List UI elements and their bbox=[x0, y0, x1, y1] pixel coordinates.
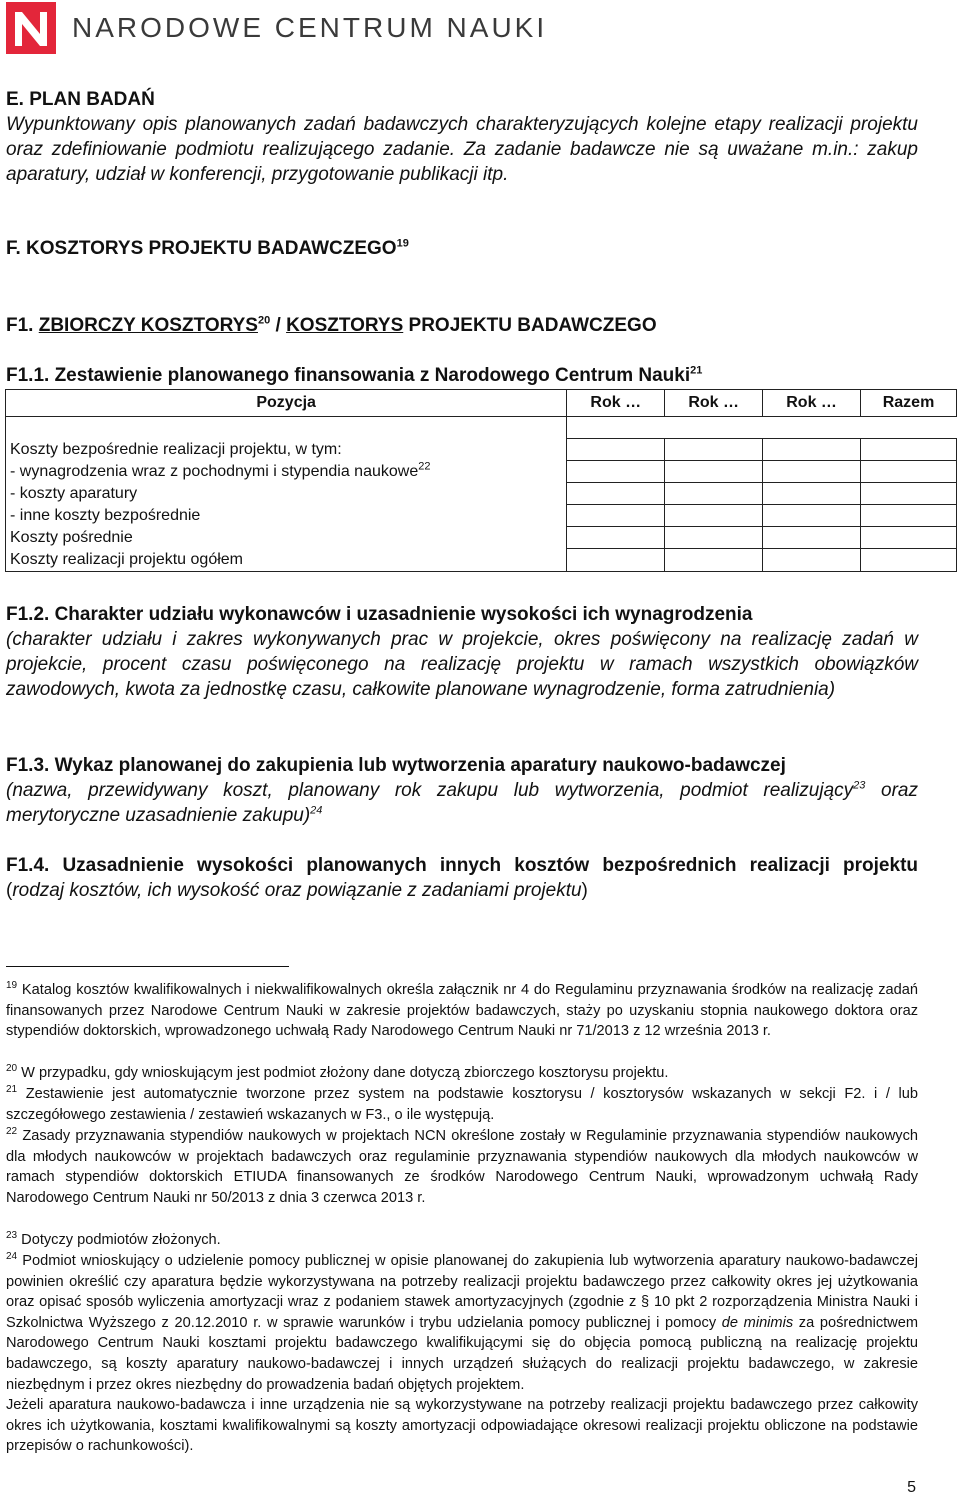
footnote-ref-22: 22 bbox=[418, 460, 431, 473]
f14-close: ) bbox=[581, 880, 588, 901]
row-label: - inne koszty bezpośrednie bbox=[6, 505, 567, 527]
table-cell[interactable] bbox=[861, 439, 957, 461]
table-row bbox=[6, 461, 957, 483]
f1-separator: / bbox=[270, 315, 287, 336]
table-cell[interactable] bbox=[861, 461, 957, 483]
footnote-21 bbox=[6, 1084, 918, 1125]
footnote-text: W przypadku, gdy wnioskującym jest podmiot złożony dane dotyczą zbiorczego kosztorysu projektu. bbox=[17, 1065, 669, 1081]
col-header-pozycja: Pozycja bbox=[6, 390, 567, 417]
f1-zbiorczy: ZBIORCZY KOSZTORYS bbox=[38, 315, 258, 336]
footnote-text: Jeżeli aparatura naukowo-badawcza i inne urządzenia nie są wykorzystywane na potrzeby realizacji projektu badawczego przez całkowity okres ich użytkowania, kosztami kwalifikowalnymi są koszty amortyzacji odpowiadające okresowi realizacji projektu obliczone na podstawie przepisów o rachunkowości). bbox=[6, 1397, 918, 1455]
table-cell[interactable] bbox=[763, 527, 861, 549]
table-cell[interactable] bbox=[763, 461, 861, 483]
section-f13-description bbox=[6, 778, 918, 828]
row-label bbox=[6, 461, 567, 483]
footnote-text: Dotyczy podmiotów złożonych. bbox=[17, 1232, 221, 1248]
table-cell[interactable] bbox=[861, 549, 957, 572]
table-cell[interactable] bbox=[665, 461, 763, 483]
footnote-ref-20: 20 bbox=[257, 314, 271, 327]
col-header-razem: Razem bbox=[861, 390, 957, 417]
table-cell[interactable] bbox=[665, 527, 763, 549]
footnote-24 bbox=[6, 1251, 918, 1457]
footnote-separator bbox=[6, 966, 289, 967]
footnote-number: 24 bbox=[6, 1251, 18, 1263]
f14-description: rodzaj kosztów, ich wysokość oraz powiązanie z zadaniami projektu bbox=[12, 880, 582, 901]
section-f12-description: (charakter udziału i zakres wykonywanych prac w projekcie, okres poświęcony na realizację zadań w projekcie, procent czasu poświęconego na realizację projektu w ramach wszystkich obowiązków zawodowych, kwota za jednostkę czasu, całkowite planowane wynagrodzenie, forma zatrudnienia) bbox=[6, 629, 918, 700]
table-cell[interactable] bbox=[665, 549, 763, 572]
section-f-title: F. KOSZTORYS PROJEKTU BADAWCZEGO bbox=[6, 238, 397, 259]
row-label: Koszty bezpośrednie realizacji projektu, w tym: bbox=[6, 439, 567, 461]
section-e-description: Wypunktowany opis planowanych zadań badawczych charakteryzujących kolejne etapy realizacji projektu oraz zdefiniowanie podmiotu realizującego zadanie. Za zadanie badawcze nie są uważane m.in.: zakup aparatury, udział w konferencji, przygotowanie publikacji itp. bbox=[6, 114, 918, 185]
footnote-text: Zestawienie jest automatycznie tworzone przez system na podstawie kosztorysu / kosztorysów wskazanych w sekcji F2. i / lub szczegółowego zestawienia / zestawień wskazanych w F3., o ile występują. bbox=[6, 1086, 918, 1123]
table-row bbox=[6, 439, 957, 461]
footnote-number: 22 bbox=[6, 1126, 18, 1138]
section-f11-heading bbox=[6, 363, 918, 388]
table-cell[interactable] bbox=[567, 527, 665, 549]
col-header-rok-1: Rok … bbox=[567, 390, 665, 417]
table-cell[interactable] bbox=[567, 461, 665, 483]
table-cell[interactable] bbox=[567, 483, 665, 505]
footnote-text: Podmiot wnioskujący o udzielenie pomocy publicznej w opisie planowanej do zakupienia lub wytworzenia aparatury naukowo-badawczej powinien określić czy aparatura będzie wykorzystywana na potrzeby realizacji projektu badawczego przez całkowity okres jej użytkowania oraz opisać sposób wyliczenia amortyzacji wraz z podaniem stawek amortyzacyjnych (zgodnie z § 10 pkt 2 rozporządzenia Ministra Nauki i Szkolnictwa Wyższego z 20.12.2010 r. w sprawie warunków i trybu udzielania pomocy publicznej i pomocy bbox=[6, 1253, 918, 1331]
footnote-ref-19: 19 bbox=[396, 237, 409, 250]
section-f13-heading: F1.3. Wykaz planowanej do zakupienia lub wytworzenia aparatury naukowo-badawczej bbox=[6, 755, 786, 776]
footnote-20 bbox=[6, 1063, 918, 1084]
row-label-text: - wynagrodzenia wraz z pochodnymi i stypendia naukowe bbox=[10, 462, 419, 480]
col-header-rok-2: Rok … bbox=[665, 390, 763, 417]
table-cell[interactable] bbox=[567, 505, 665, 527]
f13-desc-text: (nazwa, przewidywany koszt, planowany rok zakupu lub wytworzenia, podmiot realizujący bbox=[6, 780, 854, 801]
table-cell[interactable] bbox=[861, 505, 957, 527]
footnote-number: 20 bbox=[6, 1063, 18, 1075]
table-cell[interactable] bbox=[665, 505, 763, 527]
ncn-logo-icon bbox=[6, 2, 56, 54]
row-label: - koszty aparatury bbox=[6, 483, 567, 505]
table-row bbox=[6, 549, 957, 572]
row-label: Koszty realizacji projektu ogółem bbox=[6, 549, 567, 572]
table-cell[interactable] bbox=[763, 505, 861, 527]
f14-title: F1.4. Uzasadnienie wysokości planowanych innych kosztów bezpośrednich realizacji projektu bbox=[6, 855, 918, 876]
table-cell[interactable] bbox=[665, 439, 763, 461]
table-row bbox=[6, 483, 957, 505]
table-cell[interactable] bbox=[763, 549, 861, 572]
f1-kosztorys: KOSZTORYS bbox=[286, 315, 404, 336]
footnote-19 bbox=[6, 980, 918, 1042]
footnote-ref-24: 24 bbox=[310, 804, 323, 817]
footnote-text: za pośrednictwem Narodowego Centrum Nauki kosztami projektu badawczego kwalifikującymi się do objęcia pomocą publiczną na realizację projektu badawczego, są koszty aparatury naukowo-badawczej i innych urządzeń służących do realizacji projektu badawczego, w zakresie niezbędnym i przez okres niezbędny do prowadzenia badań objętych projektem. bbox=[6, 1314, 918, 1393]
logo-text: NARODOWE CENTRUM NAUKI bbox=[72, 12, 548, 43]
f14-open: ( bbox=[6, 880, 13, 901]
table-cell[interactable] bbox=[763, 483, 861, 505]
table-row bbox=[6, 505, 957, 527]
footnote-number: 19 bbox=[6, 980, 18, 992]
section-e-heading: E. PLAN BADAŃ bbox=[6, 89, 155, 110]
f1-suffix: PROJEKTU BADAWCZEGO bbox=[403, 315, 657, 336]
footnote-22 bbox=[6, 1126, 918, 1208]
budget-table bbox=[5, 389, 957, 572]
section-f14-heading bbox=[6, 853, 918, 903]
section-f-heading bbox=[6, 236, 918, 261]
f1-prefix: F1. bbox=[6, 315, 39, 336]
section-f12-heading: F1.2. Charakter udziału wykonawców i uzasadnienie wysokości ich wynagrodzenia bbox=[6, 604, 753, 625]
footnote-23 bbox=[6, 1230, 918, 1251]
table-cell[interactable] bbox=[567, 549, 665, 572]
col-header-rok-3: Rok … bbox=[763, 390, 861, 417]
table-cell[interactable] bbox=[861, 483, 957, 505]
footnote-text: Katalog kosztów kwalifikowalnych i niekwalifikowalnych określa załącznik nr 4 do Regulaminu przyznawania środków na realizację zadań finansowanych przez Narodowe Centrum Nauki w zakresie projektów badawczych, staży po uzyskaniu stopnia naukowego doktora oraz stypendiów doktorskich, wprowadzonego uchwałą Rady Narodowego Centrum Nauki nr 71/2013 z 12 września 2013 r. bbox=[6, 982, 918, 1040]
footnote-ref-21: 21 bbox=[690, 364, 703, 377]
f13-desc-end: oraz merytoryczne uzasadnienie zakupu) bbox=[6, 780, 918, 826]
table-cell[interactable] bbox=[861, 527, 957, 549]
table-header-row bbox=[6, 390, 957, 417]
section-f1-heading bbox=[6, 313, 918, 338]
footnote-italic: de minimis bbox=[721, 1314, 794, 1331]
f11-title: F1.1. Zestawienie planowanego finansowania z Narodowego Centrum Nauki bbox=[6, 365, 691, 386]
table-cell[interactable] bbox=[665, 483, 763, 505]
footnote-text: Zasady przyznawania stypendiów naukowych w projektach NCN określone zostały w Regulaminie przyznawania stypendiów naukowych dla młodych naukowców w projektach badawczych oraz regulaminie przyznawania stypendiów naukowych dla młodych naukowców w ramach stypendiów doktorskich ETIUDA finansowanych ze środków Narodowego Centrum Nauki, wprowadzonym uchwałą Rady Narodowego Centrum Nauki nr 50/2013 z dnia 3 czerwca 2013 r. bbox=[6, 1128, 918, 1206]
row-label: Koszty pośrednie bbox=[6, 527, 567, 549]
page-number: 5 bbox=[907, 1479, 916, 1496]
footnote-ref-23: 23 bbox=[853, 779, 866, 792]
footnote-number: 23 bbox=[6, 1230, 18, 1242]
footnote-number: 21 bbox=[6, 1084, 18, 1096]
table-cell[interactable] bbox=[567, 439, 665, 461]
table-row bbox=[6, 527, 957, 549]
table-cell[interactable] bbox=[763, 439, 861, 461]
